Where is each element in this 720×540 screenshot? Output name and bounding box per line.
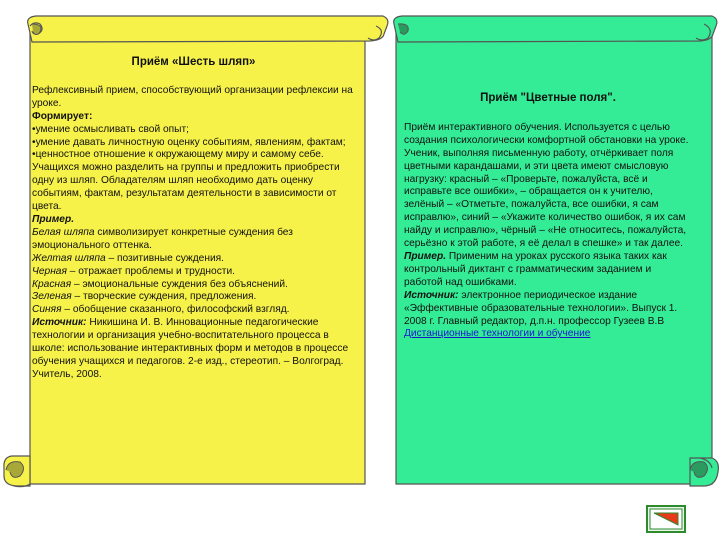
left-source [32,317,355,382]
left-example-label: Пример. [32,213,75,225]
return-button[interactable] [646,505,686,533]
hat-name: Черная [32,265,67,277]
right-example [404,251,692,290]
source-label: Источник: [404,289,459,301]
hat-name: Синяя [32,304,62,316]
source-text: Никишина И. В. Инновационные педагогические технологии и организация учебно-воспитательного процесса в школе: использование интерактивных форм и методов в процессе обучения учащихся и педагогов. 2-е изд., стереотип. – Волгоград. Учитель, 2008. [32,317,349,380]
hat-desc: – творческие суждения, предложения. [71,291,257,303]
left-title: Приём «Шесть шляп» [131,56,256,68]
bullet-item: •умение осмысливать свой опыт; [32,123,189,135]
hat-desc: – отражает проблемы и трудности. [66,265,235,277]
source-text: электронное периодическое издание «Эффективные образовательные технологии». Выпуск 1. 2008 г. Главный редактор, д.п.н. профессор Гузеев В.В [404,289,678,327]
right-scroll-panel [404,92,692,341]
hat-name: Желтая шляпа [32,252,106,264]
left-intro: Рефлексивный прием, способствующий организации рефлексии на уроке. [32,84,353,109]
hat-line-white [32,227,355,253]
hat-name: Белая шляпа [32,226,95,238]
hat-desc: – эмоциональные суждения без объяснений. [71,278,288,290]
hat-line-blue [32,304,355,317]
hat-name: Красная [32,278,72,290]
distance-learning-link[interactable]: Дистанционные технологии и обучение [404,328,591,340]
hat-desc: – позитивные суждения. [105,252,225,264]
bullet-item: •умение давать личностную оценку событиям, явлениям, фактам; [32,136,346,148]
source-label: Источник: [32,317,87,329]
example-text: Применим на уроках русского языка таких как контрольный диктант с грамматическим заданием и работой над ошибками. [404,250,667,288]
hat-line-black [32,266,355,279]
hat-desc: – обобщение сказанного, философский взгляд. [61,304,290,316]
groups-text: Учащихся можно разделить на группы и предложить приобрести одну из шляп. Обладателям шляп необходимо дать оценку событиям, фактам, результатам деятельности в зависимости от цвета. [32,162,340,213]
right-body: Приём интерактивного обучения. Используется с целью создания психологически комфортной обстановки на уроке. Ученик, выполняя письменную работу, отчёркивает поля цветными карандашами, и эти цвета имеют смысловую нагрузку: красный – «Проверьте, пожалуйста, всё и исправьте все ошибки», – обращается он к учителю, зелёный – «Отметьте, пожалуйста, все ошибки, я сам исправлю», синий – «Укажите количество ошибок, я их сам найду и исправлю», чёрный – «Не относитесь, пожалуйста, серьёзно к этой работе, я её делал в спешке» и так далее. [404,121,689,250]
return-arrow-icon [646,505,686,533]
hat-desc: символизирует конкретные суждения без эмоционального оттенка. [32,226,293,251]
example-label: Пример. [404,250,447,262]
forms-label: Формирует: [32,110,93,122]
left-top-curl [32,24,41,35]
hat-line-red [32,279,355,292]
right-source [404,290,692,342]
left-scroll-panel [32,56,355,382]
right-title: Приём "Цветные поля". [480,92,616,104]
bullet-item: •ценностное отношение к окружающему миру и самому себе. [32,149,324,161]
hat-line-yellow [32,253,355,266]
hat-name: Зеленая [32,291,72,303]
hat-line-green [32,291,355,304]
